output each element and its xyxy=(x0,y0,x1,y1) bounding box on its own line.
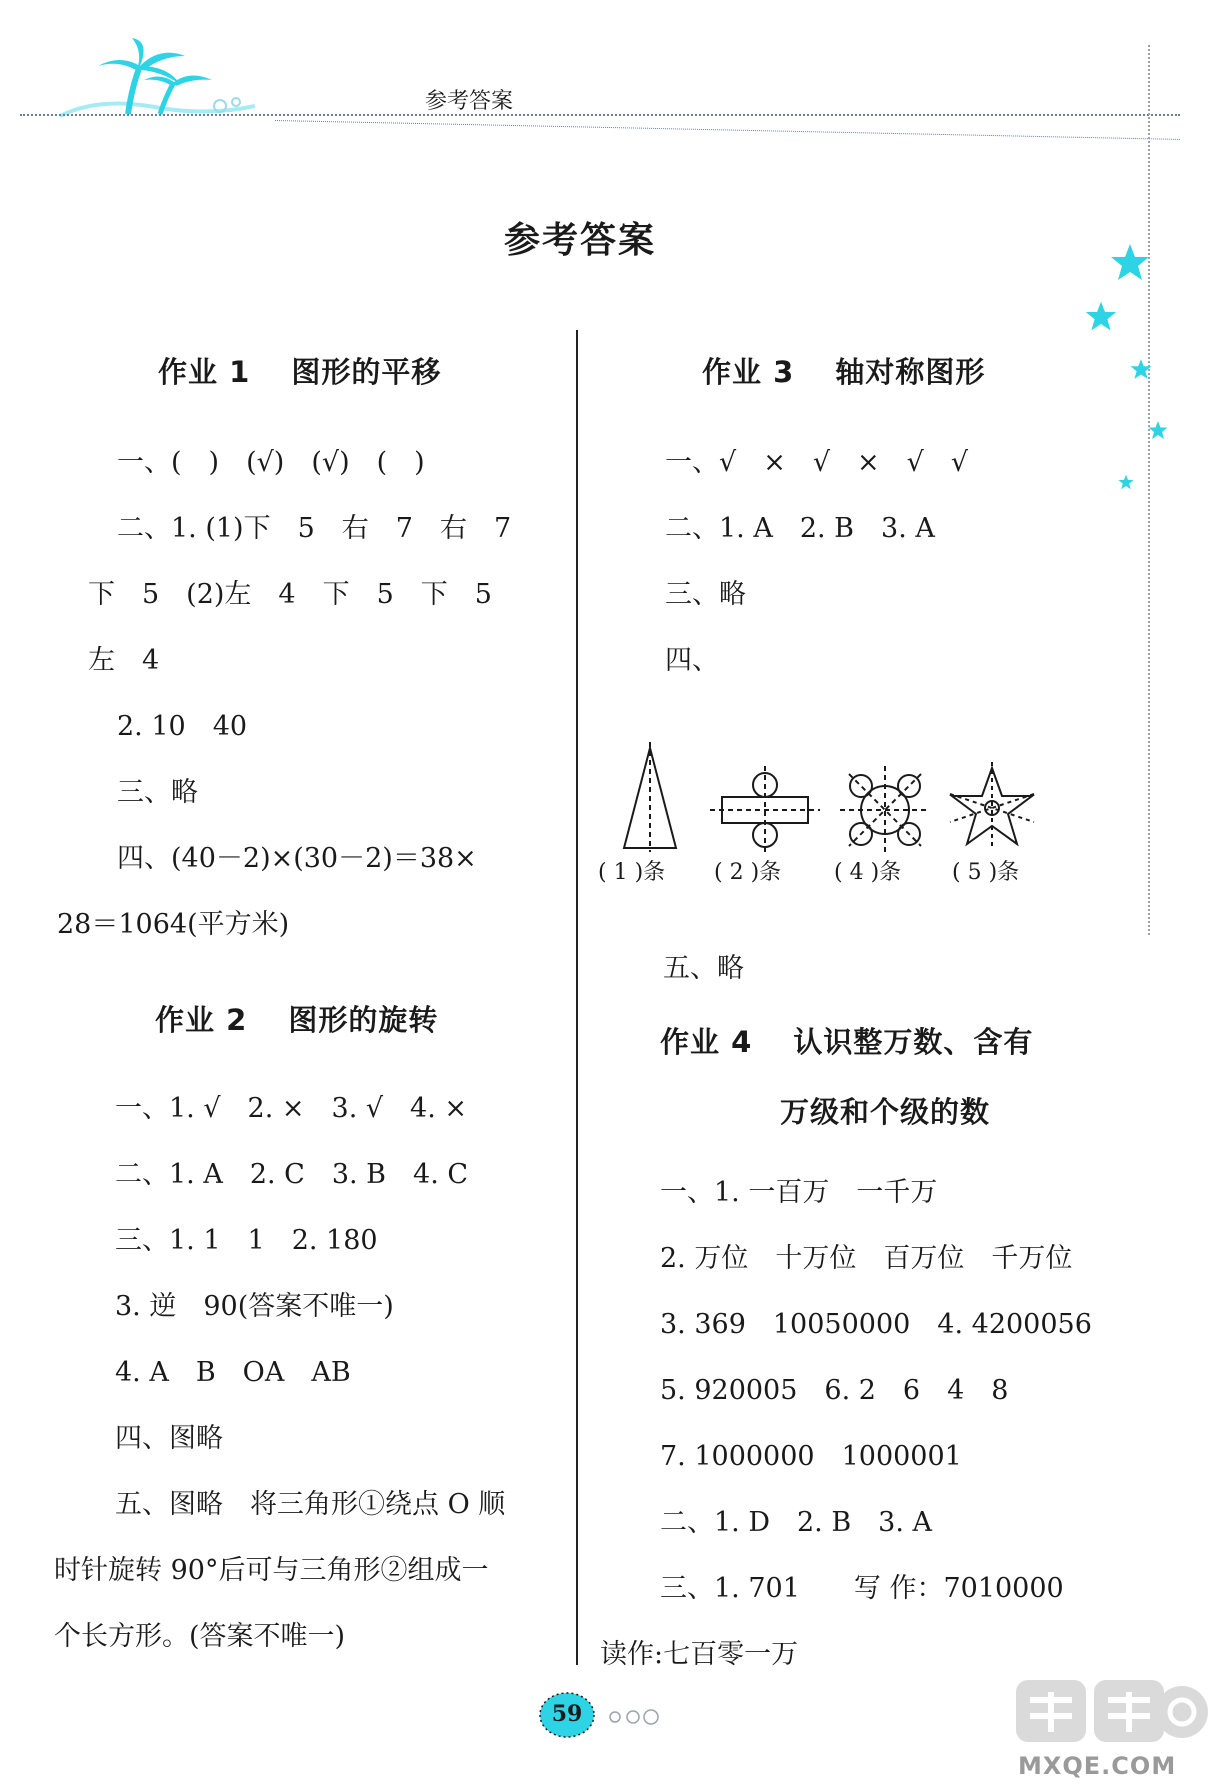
star-icon xyxy=(1118,474,1134,490)
hw1-line: 下 5 (2)左 4 下 5 下 5 xyxy=(88,579,492,610)
hw4-line: 二、1. D 2. B 3. A xyxy=(660,1507,933,1538)
page-number-text: 59 xyxy=(551,1701,583,1727)
hw3-line: 五、略 xyxy=(663,953,744,984)
hw4-line: 5. 920005 6. 2 6 4 8 xyxy=(660,1375,1009,1406)
hw4-title-cont: 万级和个级的数 xyxy=(780,1095,991,1129)
column-divider xyxy=(576,330,578,1665)
margin-dotted-line xyxy=(1148,45,1150,935)
hw1-title: 作业 1 图形的平移 xyxy=(158,355,442,389)
header-divider xyxy=(20,114,1180,116)
page-number xyxy=(538,1690,596,1740)
hw1-line: 左 4 xyxy=(88,645,160,676)
figure-label: ( 5 )条 xyxy=(952,860,1020,885)
hw2-line: 二、1. A 2. C 3. B 4. C xyxy=(115,1159,469,1190)
cone-figure xyxy=(624,742,676,852)
hw4-title: 作业 4 认识整万数、含有 xyxy=(660,1025,1034,1059)
hw2-line: 一、1. √ 2. × 3. √ 4. × xyxy=(115,1093,468,1124)
header-divider-secondary xyxy=(275,120,1180,140)
hw1-line: 二、1. (1)下 5 右 7 右 7 xyxy=(117,513,512,544)
hw1-line: 2. 10 40 xyxy=(117,711,248,742)
star-icon xyxy=(1130,358,1152,380)
hw3-line: 二、1. A 2. B 3. A xyxy=(665,513,935,544)
hw4-line: 一、1. 一百万 一千万 xyxy=(660,1177,938,1208)
figure-label: ( 4 )条 xyxy=(834,860,902,885)
hw3-line: 三、略 xyxy=(665,579,746,610)
header-title: 参考答案 xyxy=(425,89,514,114)
watermark-text: MXQE.COM xyxy=(1018,1752,1177,1780)
rectangle-circles-figure xyxy=(710,766,820,854)
hw3-line: 四、 xyxy=(665,645,719,676)
hw2-line: 五、图略 将三角形①绕点 O 顺 xyxy=(115,1489,506,1520)
bubble-decoration-icon xyxy=(605,1706,665,1728)
hw4-line: 三、1. 701 写 作：7010000 xyxy=(660,1573,1064,1604)
figure-label: ( 2 )条 xyxy=(714,860,782,885)
flower-figure xyxy=(840,766,930,854)
hw4-line: 3. 369 10050000 4. 4200056 xyxy=(660,1309,1092,1340)
hw4-line: 7. 1000000 1000001 xyxy=(660,1441,962,1472)
star-icon xyxy=(1085,300,1117,332)
hw1-line: 四、(40－2)×(30－2)＝38× xyxy=(117,843,477,874)
hw3-line: 一、√ × √ × √ √ xyxy=(665,447,969,478)
page-title: 参考答案 xyxy=(503,220,656,261)
hw1-line: 一、( ) (√) (√) ( ) xyxy=(117,447,425,478)
hw2-line: 四、图略 xyxy=(115,1423,223,1454)
hw2-line: 4. A B OA AB xyxy=(115,1357,351,1388)
hw4-line: 读作:七百零一万 xyxy=(600,1639,799,1670)
hw4-line: 2. 万位 十万位 百万位 千万位 xyxy=(660,1243,1073,1274)
star-figure xyxy=(950,762,1034,850)
hw2-line: 时针旋转 90°后可与三角形②组成一 xyxy=(54,1555,489,1586)
hw2-line: 个长方形。(答案不唯一) xyxy=(54,1621,346,1652)
hw1-line: 三、略 xyxy=(117,777,198,808)
star-icon xyxy=(1148,420,1168,440)
palm-tree-logo xyxy=(40,36,280,126)
hw1-line: 28＝1064(平方米) xyxy=(57,909,290,940)
hw2-title: 作业 2 图形的旋转 xyxy=(155,1003,439,1037)
hw2-line: 3. 逆 90(答案不唯一) xyxy=(115,1291,394,1322)
figure-label: ( 1 )条 xyxy=(598,860,666,885)
hw3-title: 作业 3 轴对称图形 xyxy=(702,355,986,389)
hw2-line: 三、1. 1 1 2. 180 xyxy=(115,1225,378,1256)
